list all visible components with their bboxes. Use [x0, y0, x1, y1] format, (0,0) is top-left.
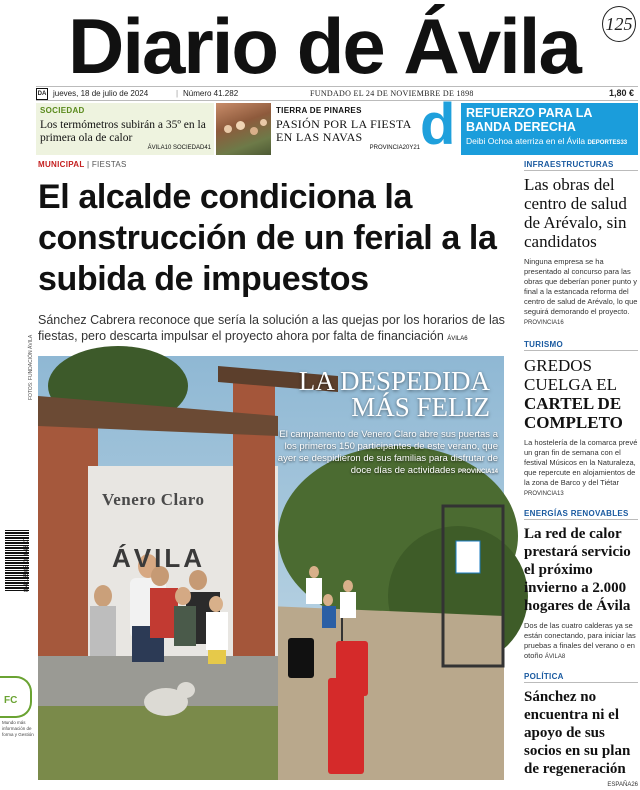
- crowd-figure: [236, 121, 245, 130]
- sidebar-ref: ESPAÑA26: [607, 782, 638, 788]
- founded-note: FUNDADO EL 24 DE NOVIEMBRE DE 1898: [310, 89, 474, 98]
- sidebar-story-infraestructuras[interactable]: [524, 160, 638, 328]
- child: [343, 580, 353, 592]
- person: [208, 650, 226, 664]
- issue-number: Número 41.282: [183, 89, 239, 98]
- fiesta-photo: [216, 103, 271, 155]
- sidebar-body: Ninguna empresa se ha presentado al concurso para las obras que deberían poner punto y final a la estancada reforma del centro de salud de Arévalo, lo que seguirá demorando el proyecto. PROVINCIA16: [524, 257, 638, 326]
- photo-caption: El campamento de Venero Claro abre sus puertas a los primeros 150 participantes de este verano, que ayer se despidieron de sus familias para disfrutar de doce días de actividades PROVINCIA14: [277, 429, 498, 476]
- sidebar-kicker: TURISMO: [524, 340, 638, 351]
- sidebar-story-energia[interactable]: [524, 509, 638, 662]
- main-headline[interactable]: El alcalde condiciona la construcción de un ferial a la subida de impuestos: [38, 178, 497, 298]
- price: 1,80 €: [608, 88, 634, 98]
- teaser-kicker: SOCIEDAD: [40, 106, 85, 115]
- info-bar: [36, 86, 638, 101]
- child: [309, 566, 319, 578]
- teaser-headline: Los termómetros subirán a 35º en la primera ola de calor: [40, 119, 206, 144]
- person: [90, 606, 116, 656]
- child: [322, 606, 336, 628]
- sidebar-kicker: INFRAESTRUCTURAS: [524, 160, 638, 171]
- sidebar-headline: La red de calor prestará servicio el próximo invierno a 2.000 hogares de Ávila: [524, 526, 631, 614]
- dog: [177, 682, 195, 698]
- path: [258, 606, 504, 780]
- person: [175, 587, 191, 605]
- sign-venero-claro: Venero Claro: [102, 490, 205, 509]
- newspaper-title[interactable]: Diario de Ávila: [68, 2, 580, 90]
- anniversary-badge: 125: [602, 6, 636, 42]
- child: [323, 594, 333, 606]
- teaser-headline: PASIÓN POR LA FIESTA EN LAS NAVAS: [276, 117, 411, 144]
- sidebar-body: La hostelería de la comarca prevé un gran fin de semana con el festival Músicos en la Naturaleza, que repercute en alojamientos de la zona de Barco y del Tiétar PROVINCIA13: [524, 438, 638, 497]
- mini-logo-icon: DA: [36, 88, 48, 100]
- suitcase: [288, 638, 314, 678]
- sidebar-headline: Sánchez no encuentra ni el apoyo de sus socios en su plan de regeneración: [524, 689, 631, 777]
- barcode-number: 8 4 13505 00 043 07: [24, 536, 30, 592]
- crowd-figure: [224, 125, 232, 133]
- person: [206, 612, 228, 650]
- person: [174, 606, 196, 646]
- sports-logo-icon: d: [420, 103, 461, 155]
- sidebar-headline: GREDOS CUELGA EL CARTEL DE COMPLETO: [524, 356, 623, 432]
- sidebar-kicker: POLÍTICA: [524, 672, 638, 683]
- main-lead: Sánchez Cabrera reconoce que sería la solución a las quejas por los horarios de las fiestas, pero descarta impulsar el proyecto ahora por falta de financiación ÁVILA6: [38, 313, 505, 343]
- person: [150, 588, 178, 638]
- suitcase: [328, 678, 364, 774]
- sign-avila: ÁVILA: [112, 543, 205, 573]
- bank-sign: [456, 541, 480, 573]
- sidebar-kicker: ENERGÍAS RENOVABLES: [524, 509, 638, 520]
- child: [306, 578, 322, 604]
- sidebar: [524, 160, 638, 790]
- crowd-figure: [260, 119, 267, 126]
- teaser-kicker: TIERRA DE PINARES: [276, 106, 362, 115]
- sidebar-story-politica[interactable]: [524, 672, 638, 790]
- issue-date: jueves, 18 de julio de 2024: [53, 89, 149, 98]
- fc-badge-icon: FC: [0, 676, 32, 718]
- teaser-sports[interactable]: [461, 103, 638, 155]
- main-story: [38, 160, 510, 347]
- teaser-sub: Deibi Ochoa aterriza en el Ávila DEPORTES33: [466, 136, 628, 146]
- sidebar-story-turismo[interactable]: [524, 340, 638, 499]
- photo-title: LA DESPEDIDA MÁS FELIZ: [298, 366, 490, 422]
- teaser-society[interactable]: [36, 103, 214, 155]
- main-photo[interactable]: [38, 356, 504, 780]
- sidebar-headline: Las obras del centro de salud de Arévalo, sin candidatos: [524, 175, 627, 251]
- photo-credit: FOTOS: FUNDACIÓN ÁVILA: [28, 334, 34, 400]
- side-note: Mundo más información de forma y Gestión: [2, 720, 34, 737]
- divider: |: [176, 89, 179, 98]
- teaser-fiesta[interactable]: [273, 103, 423, 155]
- person: [209, 596, 223, 612]
- child: [340, 592, 356, 618]
- person: [94, 585, 112, 607]
- sidebar-body: Dos de las cuatro calderas ya se están conectando, para iniciar las pruebas a finales del verano o en otoño ÁVILA8: [524, 621, 636, 660]
- page-ref: ÁVILA10 SOCIEDAD41: [147, 145, 211, 151]
- teaser-headline: REFUERZO PARA LA BANDA DERECHA: [466, 106, 592, 134]
- page-ref: PROVINCIA20Y21: [369, 145, 420, 151]
- main-kicker: MUNICIPAL | FIESTAS: [38, 160, 127, 169]
- crowd-figure: [250, 127, 258, 135]
- masthead: [0, 0, 640, 90]
